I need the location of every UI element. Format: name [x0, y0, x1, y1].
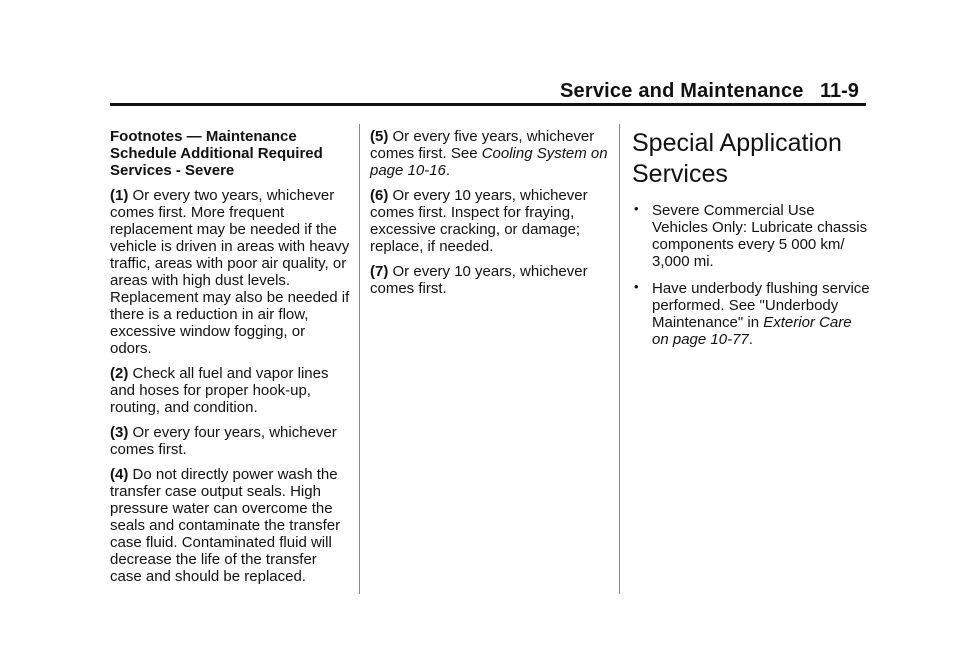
column-two: [370, 128, 610, 305]
column-one: [110, 128, 350, 593]
page-number: 11-9: [820, 80, 859, 102]
bullet-icon: •: [634, 201, 639, 216]
footnote-number: (4): [110, 466, 129, 483]
footnote-text: Do not directly power wash the transfer case output seals. High pressure water can overcome the seals and contaminate the transfer case fluid. Contaminated fluid will decrease the life of the transfer case and should be replaced.: [110, 466, 341, 585]
footnote-text: Or every two years, whichever comes first. More frequent replacement may be needed if the vehicle is driven in areas with heavy traffic, areas with poor air quality, or areas with high dust levels. Replacement may also be needed if there is a reduction in air flow, excessive window fogging, or odors.: [110, 187, 350, 357]
footnote-1: [110, 187, 350, 357]
bullet-text: Severe Commercial Use Vehicles Only: Lubricate chassis components every 5 000 km/ 3,000 mi.: [652, 202, 868, 270]
footnotes-heading: Footnotes — Maintenance Schedule Additional Required Services - Severe: [110, 128, 323, 179]
footnote-number: (5): [370, 128, 389, 145]
bullet-icon: •: [634, 279, 639, 294]
list-item: [632, 202, 872, 270]
list-item: [632, 280, 872, 348]
footnote-number: (2): [110, 365, 129, 382]
column-three: [632, 128, 872, 358]
footnote-6: [370, 187, 610, 255]
footnote-7: [370, 263, 610, 297]
bullet-suffix: .: [748, 331, 753, 348]
footnote-number: (7): [370, 263, 389, 280]
footnote-2: [110, 365, 350, 416]
header-rule: [110, 103, 866, 106]
footnote-text: Check all fuel and vapor lines and hoses for proper hook-up, routing, and condition.: [110, 365, 329, 416]
section-header-title: Service and Maintenance: [560, 80, 804, 102]
section-title: Special Application Services: [632, 129, 842, 188]
column-divider-left: [359, 124, 360, 594]
footnote-text: Or every 10 years, whichever comes first.: [370, 263, 588, 297]
footnote-3: [110, 424, 350, 458]
cross-reference-link[interactable]: Cooling System on page 10-16: [370, 145, 608, 179]
footnote-text: Or every five years, whichever comes first. See: [370, 128, 595, 162]
footnote-text: Or every four years, whichever comes first.: [110, 424, 337, 458]
cross-reference-link[interactable]: Exterior Care on page 10-77: [652, 314, 852, 348]
footnote-text: Or every 10 years, whichever comes first. Inspect for fraying, excessive cracking, or damage; replace, if needed.: [370, 187, 588, 255]
footnote-suffix: .: [445, 162, 451, 179]
footnote-5: [370, 128, 610, 179]
footnote-number: (3): [110, 424, 129, 441]
special-services-list: [632, 202, 872, 348]
bullet-text: Have underbody flushing service performed. See "Underbody Maintenance" in: [652, 280, 870, 331]
footnote-number: (1): [110, 187, 129, 204]
footnote-number: (6): [370, 187, 389, 204]
footnote-4: [110, 466, 350, 585]
column-divider-right: [619, 124, 620, 594]
